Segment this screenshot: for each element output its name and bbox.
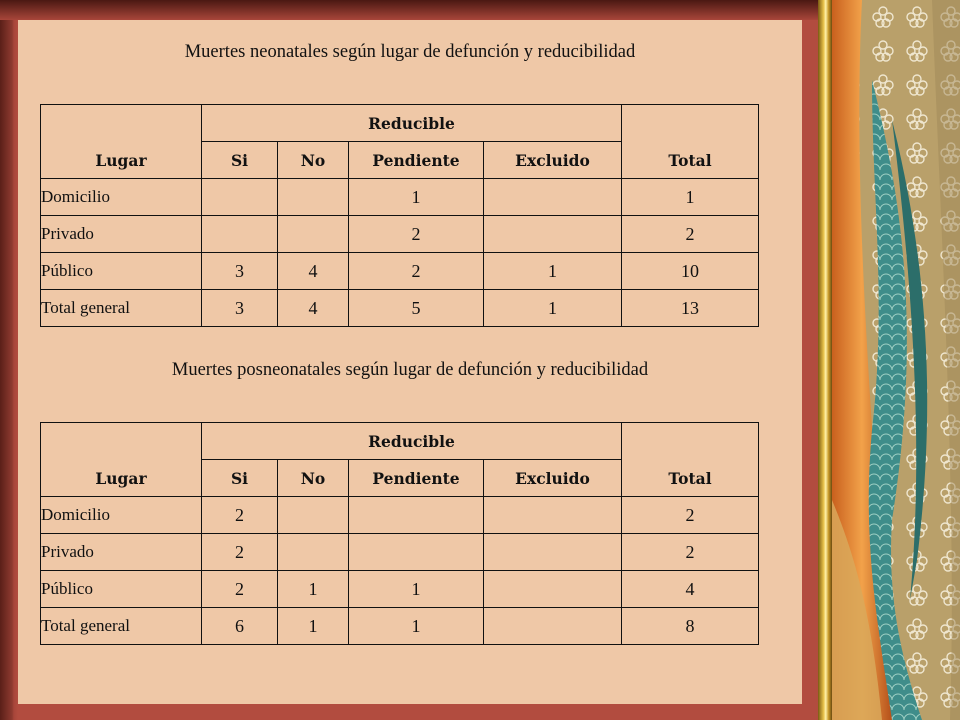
table-row: [41, 571, 759, 608]
cell-no: 4: [278, 290, 349, 327]
cell-total: 2: [622, 216, 759, 253]
cell-no: 1: [278, 571, 349, 608]
cell-excluido: [484, 534, 622, 571]
cell-si: 2: [202, 497, 278, 534]
cell-total: 4: [622, 571, 759, 608]
cell-total: 2: [622, 534, 759, 571]
row-label: Total general: [41, 290, 202, 327]
table-title-posneonatales: Muertes posneonatales según lugar de defunción y reducibilidad: [171, 360, 649, 380]
cell-si: 3: [202, 290, 278, 327]
row-label: Total general: [41, 608, 202, 645]
row-label: Domicilio: [41, 497, 202, 534]
cell-excluido: 1: [484, 290, 622, 327]
cell-pendiente: [349, 534, 484, 571]
header-reducible: Reducible: [202, 105, 622, 142]
cell-si: 6: [202, 608, 278, 645]
cell-pendiente: 1: [349, 179, 484, 216]
cell-no: [278, 179, 349, 216]
table-row: [41, 216, 759, 253]
cell-no: [278, 534, 349, 571]
row-label: Domicilio: [41, 179, 202, 216]
cell-si: 3: [202, 253, 278, 290]
cell-excluido: [484, 608, 622, 645]
table-posneonatales: [40, 422, 759, 645]
header-no: No: [278, 460, 349, 497]
header-pendiente: Pendiente: [349, 142, 484, 179]
cell-si: [202, 179, 278, 216]
cell-no: 4: [278, 253, 349, 290]
header-lugar: Lugar: [41, 105, 202, 179]
decorative-art: [832, 0, 960, 720]
header-no: No: [278, 142, 349, 179]
cell-total: 1: [622, 179, 759, 216]
cell-no: 1: [278, 608, 349, 645]
cell-total: 13: [622, 290, 759, 327]
table-row: [41, 179, 759, 216]
cell-pendiente: 2: [349, 253, 484, 290]
row-label: Privado: [41, 534, 202, 571]
cell-excluido: 1: [484, 253, 622, 290]
table-row: [41, 497, 759, 534]
cell-no: [278, 497, 349, 534]
table-title-neonatales: Muertes neonatales según lugar de defunción y reducibilidad: [184, 42, 636, 62]
gold-border: [818, 0, 832, 720]
table-neonatales: [40, 104, 759, 327]
header-excluido: Excluido: [484, 142, 622, 179]
cell-pendiente: [349, 497, 484, 534]
header-total: Total: [622, 423, 759, 497]
cell-pendiente: 5: [349, 290, 484, 327]
cell-si: 2: [202, 571, 278, 608]
table-row-total: [41, 290, 759, 327]
header-reducible: Reducible: [202, 423, 622, 460]
cell-excluido: [484, 216, 622, 253]
table-row: [41, 534, 759, 571]
table-row: [41, 253, 759, 290]
cell-pendiente: 1: [349, 571, 484, 608]
cell-total: 2: [622, 497, 759, 534]
header-lugar: Lugar: [41, 423, 202, 497]
header-si: Si: [202, 142, 278, 179]
cell-excluido: [484, 179, 622, 216]
row-label: Público: [41, 571, 202, 608]
header-pendiente: Pendiente: [349, 460, 484, 497]
table-row-total: [41, 608, 759, 645]
cell-pendiente: 2: [349, 216, 484, 253]
cell-no: [278, 216, 349, 253]
cell-pendiente: 1: [349, 608, 484, 645]
cell-total: 10: [622, 253, 759, 290]
cell-excluido: [484, 571, 622, 608]
row-label: Privado: [41, 216, 202, 253]
cell-si: [202, 216, 278, 253]
decorative-panel: [832, 0, 960, 720]
row-label: Público: [41, 253, 202, 290]
cell-excluido: [484, 497, 622, 534]
header-excluido: Excluido: [484, 460, 622, 497]
cell-total: 8: [622, 608, 759, 645]
header-total: Total: [622, 105, 759, 179]
cell-si: 2: [202, 534, 278, 571]
header-si: Si: [202, 460, 278, 497]
